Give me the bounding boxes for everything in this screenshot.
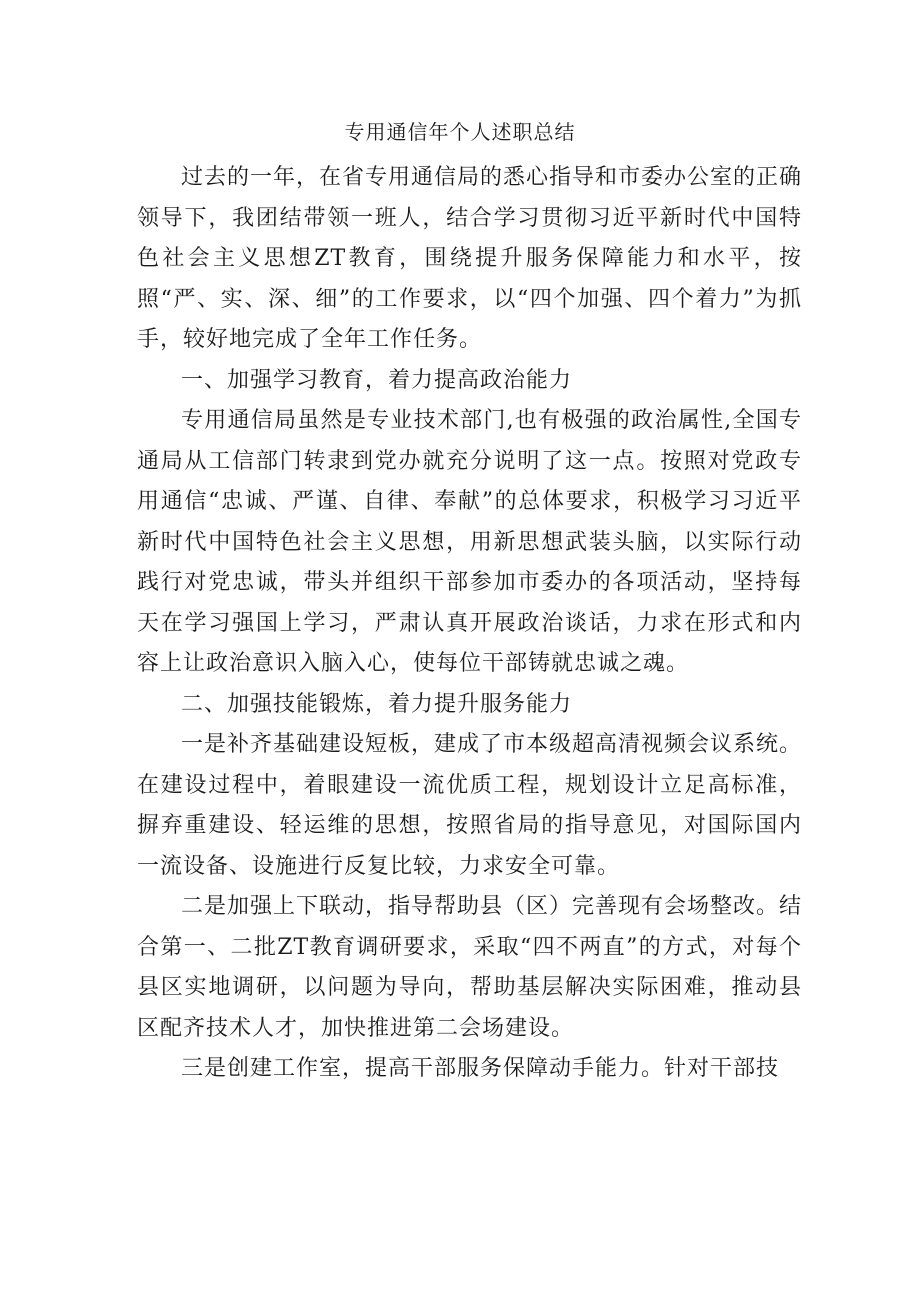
- section-heading-2: 二、加强技能锻炼，着力提升服务能力: [181, 691, 573, 717]
- paragraph-intro: 过去的一年，在省专用通信局的悉心指导和市委办公室的正确领导下，我团结带领一班人，结合学习贯彻习近平新时代中国特色社会主义思想ZT教育，围绕提升服务保障能力和水平，按照“严、实、深、细”的工作要求，以“四个加强、四个着力”为抓手，较好地完成了全年工作任务。: [137, 165, 803, 352]
- paragraph-item-2: 二是加强上下联动，指导帮助县（区）完善现有会场整改。结合第一、二批ZT教育调研要求，采取“四不两直”的方式，对每个县区实地调研，以问题为导向，帮助基层解决实际困难，推动县区配齐技术人才，加快推进第二会场建设。: [137, 894, 803, 1041]
- document-body: [137, 158, 802, 1090]
- section-heading-1: 一、加强学习教育，着力提高政治能力: [181, 367, 573, 393]
- paragraph-item-1: 一是补齐基础建设短板，建成了市本级超高清视频会议系统。在建设过程中，着眼建设一流优质工程，规划设计立足高标准，摒弃重建设、轻运维的思想，按照省局的指导意见，对国际国内一流设备、设施进行反复比较，力求安全可靠。: [137, 732, 803, 879]
- paragraph-section-1: 专用通信局虽然是专业技术部门,也有极强的政治属性,全国专通局从工信部门转隶到党办就充分说明了这一点。按照对党政专用通信“忠诚、严谨、自律、奉献”的总体要求，积极学习习近平新时代中国特色社会主义思想，用新思想武装头脑，以实际行动践行对党忠诚，带头并组织干部参加市委办的各项活动，坚持每天在学习强国上学习，严肃认真开展政治谈话，力求在形式和内容上让政治意识入脑入心，使每位干部铸就忠诚之魂。: [137, 408, 802, 676]
- paragraph-item-3: 三是创建工作室，提高干部服务保障动手能力。针对干部技: [181, 1056, 780, 1081]
- document-title: 专用通信年个人述职总结: [344, 120, 576, 144]
